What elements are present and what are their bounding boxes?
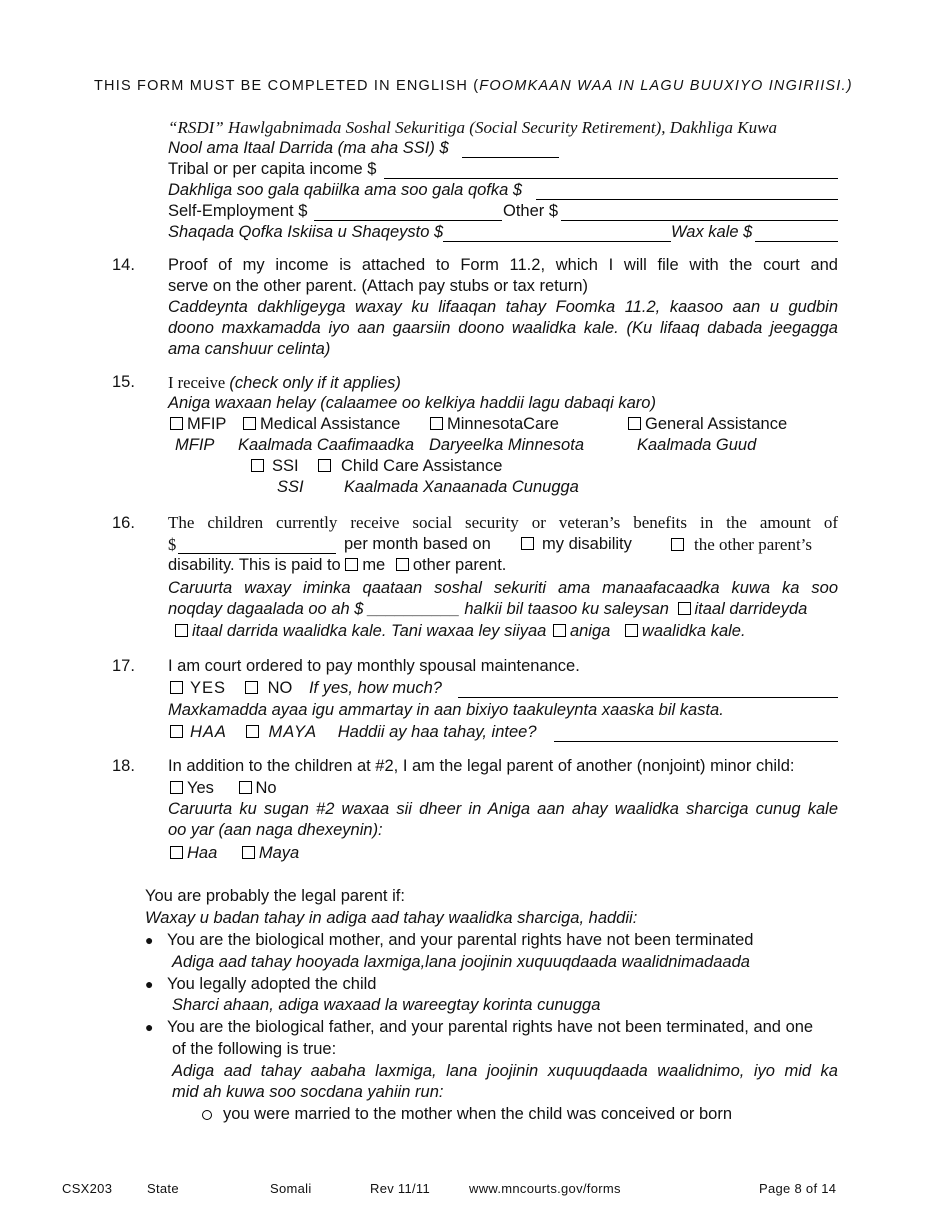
item-17-so-1: Maxkamadda ayaa igu ammartay in aan bixiyo taakuleynta xaaska bil kasta. — [168, 701, 724, 719]
sub-bullet-circle-icon — [202, 1108, 212, 1126]
item-18-number: 18. — [112, 757, 135, 775]
option-general-assistance-so: Kaalmada Guud — [637, 436, 757, 454]
checkbox-icon[interactable] — [430, 417, 443, 430]
item-18-so-1: Caruurta ku sugan #2 waxaa sii dheer in Aniga aan ahay waalidka sharciga cunug kale — [168, 800, 838, 818]
bullet-icon: ● — [145, 932, 154, 948]
so-paid-to-me-option[interactable]: aniga — [553, 622, 610, 640]
rsdi-line-2: Nool ama Itaal Darrida (ma aha SSI) $ — [168, 139, 449, 157]
benefit-amount-field[interactable] — [178, 553, 336, 554]
spousal-amount-field[interactable] — [458, 697, 838, 698]
option-child-care-assistance-so: Kaalmada Xanaanada Cunugga — [344, 478, 579, 496]
item-14-so-2: doono maxkamadda iyo aan gaarsiin doono waalidka kale. (Ku lifaaq dabada jeegagga — [168, 319, 838, 337]
so-other-parent-disability-option[interactable]: itaal darrida waalidka kale. Tani waxaa ley siiyaa — [175, 622, 546, 640]
other-parent-disability-option[interactable]: the other parent’s — [671, 534, 812, 555]
checkbox-icon[interactable] — [553, 624, 566, 637]
tribal-income-field[interactable] — [384, 178, 838, 179]
bullet-3-en-1: You are the biological father, and your parental rights have not been terminated, and one — [167, 1018, 814, 1036]
item-15-so: Aniga waxaan helay (calaamee oo kelkiya haddii lagu dabaqi karo) — [168, 394, 656, 412]
option-child-care-assistance[interactable]: Child Care Assistance — [318, 456, 502, 477]
checkbox-icon[interactable] — [345, 558, 358, 571]
option-medical-assistance[interactable]: Medical Assistance — [243, 414, 400, 435]
item-16-number: 16. — [112, 514, 135, 532]
spousal-yes-option[interactable]: YES — [170, 679, 226, 697]
item-16-so-3 — [175, 621, 746, 642]
self-employment-somali-field[interactable] — [443, 241, 671, 242]
spousal-no-option[interactable]: NO — [245, 679, 293, 697]
item-14-number: 14. — [112, 256, 135, 274]
rsdi-amount-field[interactable] — [462, 157, 559, 158]
checkbox-icon[interactable] — [239, 781, 252, 794]
option-minnesotacare-so: Daryeelka Minnesota — [429, 436, 584, 454]
footer-form-code: CSX203 — [62, 1181, 113, 1196]
item-18-so-yes-no — [170, 843, 299, 864]
checkbox-icon[interactable] — [396, 558, 409, 571]
bullet-2-so: Sharci ahaan, adiga waxaad la wareegtay korinta cunugga — [172, 996, 601, 1014]
so-paid-to-other-option[interactable]: waalidka kale. — [625, 622, 746, 640]
option-ssi-so: SSI — [277, 478, 304, 496]
checkbox-icon[interactable] — [170, 417, 183, 430]
item-17-number: 17. — [112, 657, 135, 675]
legal-parent-intro-so: Waxay u badan tahay in adiga aad tahay waalidka sharciga, haddii: — [145, 909, 638, 927]
spousal-amount-field-so[interactable] — [554, 741, 838, 742]
item-14-en-1: Proof of my income is attached to Form 11.2, which I will file with the court and — [168, 256, 838, 274]
self-employment-somali: Shaqada Qofka Iskiisa u Shaqeysto $ — [168, 223, 444, 241]
checkbox-icon[interactable] — [245, 681, 258, 694]
other-income-label: Other $ — [503, 202, 559, 220]
header-english: THIS FORM MUST BE COMPLETED IN ENGLISH ( — [94, 78, 480, 94]
bullet-2-en: You legally adopted the child — [167, 975, 377, 993]
checkbox-icon[interactable] — [242, 846, 255, 859]
checkbox-icon[interactable] — [251, 459, 264, 472]
nonjoint-yes-option[interactable]: Yes — [170, 779, 214, 797]
rsdi-line-1: “RSDI” Hawlgabnimada Soshal Sekuritiga (Social Security Retirement), Dakhliga Kuwa — [168, 118, 777, 137]
tribal-income-somali-field[interactable] — [536, 199, 838, 200]
item-16-en-2: $ per month based on my disability the other parent’s — [168, 535, 813, 554]
bullet-3-en-2: of the following is true: — [172, 1040, 337, 1058]
nonjoint-maya-option[interactable]: Maya — [242, 844, 299, 862]
sub-bullet-1: you were married to the mother when the child was conceived or born — [223, 1105, 733, 1123]
nonjoint-no-option[interactable]: No — [239, 779, 277, 797]
legal-parent-intro-en: You are probably the legal parent if: — [145, 887, 405, 905]
option-mfip[interactable]: MFIP — [170, 414, 226, 435]
item-18-so-2: oo yar (aan naga dhexeynin): — [168, 821, 383, 839]
item-17-so-yes-no — [170, 722, 537, 743]
other-income-somali-field[interactable] — [755, 241, 838, 242]
paid-to-me-option[interactable]: me — [345, 556, 385, 574]
checkbox-icon[interactable] — [521, 537, 534, 550]
my-disability-option[interactable]: my disability — [521, 534, 632, 555]
spousal-haa-option[interactable]: HAA — [170, 723, 227, 741]
bullet-icon: ● — [145, 976, 154, 992]
footer-page-number: Page 8 of 14 — [759, 1181, 837, 1196]
bullet-3-so-2: mid ah kuwa soo socdana yahiin run: — [172, 1083, 444, 1101]
spousal-maya-option[interactable]: MAYA — [246, 723, 318, 741]
item-17-yes-no — [170, 678, 442, 699]
checkbox-icon[interactable] — [625, 624, 638, 637]
checkbox-icon[interactable] — [246, 725, 259, 738]
item-16-so-1: Caruurta waxay iminka qaataan soshal sekuriti ama manaafacaadka kuwa ka soo — [168, 579, 838, 597]
item-14-so-3: ama canshuur celinta) — [168, 340, 331, 358]
bullet-1-so: Adiga aad tahay hooyada laxmiga,lana joojinin xuquuqdaada waalidnimadaada — [172, 953, 750, 971]
so-my-disability-option[interactable]: itaal darrideyda — [678, 600, 808, 618]
checkbox-icon[interactable] — [175, 624, 188, 637]
checkbox-icon[interactable] — [170, 781, 183, 794]
self-employment-field[interactable] — [314, 220, 502, 221]
item-14-so-1: Caddeynta dakhligeyga waxay ku lifaaqan tahay Foomka 11.2, kaasoo aan u gudbin — [168, 298, 838, 316]
tribal-income-somali: Dakhliga soo gala qabiilka ama soo gala qofka $ — [168, 181, 523, 199]
bullet-3-so-1: Adiga aad tahay aabaha laxmiga, lana joojinin xuquuqdaada waalidnimo, iyo mid ka — [172, 1062, 838, 1080]
nonjoint-haa-option[interactable]: Haa — [170, 844, 217, 862]
checkbox-icon[interactable] — [170, 846, 183, 859]
item-15-note: (check only if it applies) — [229, 374, 401, 392]
footer-url[interactable]: www.mncourts.gov/forms — [469, 1181, 621, 1196]
bullet-1-en: You are the biological mother, and your parental rights have not been terminated — [167, 931, 754, 949]
checkbox-icon[interactable] — [243, 417, 256, 430]
option-minnesotacare[interactable]: MinnesotaCare — [430, 414, 559, 435]
option-mfip-so: MFIP — [175, 436, 215, 454]
item-15-en — [168, 372, 401, 394]
form-header — [94, 78, 853, 94]
item-16-so-2: noqday dagaalada oo ah $ __________ halkii bil taasoo ku saleysan itaal darrideyda — [168, 600, 808, 618]
other-income-somali: Wax kale $ — [671, 223, 753, 241]
option-general-assistance[interactable]: General Assistance — [628, 414, 787, 435]
how-much-label: If yes, how much? — [308, 679, 442, 697]
item-14-en-2: serve on the other parent. (Attach pay stubs or tax return) — [168, 277, 589, 295]
tribal-income-label: Tribal or per capita income $ — [168, 160, 377, 178]
footer-language: Somali — [270, 1181, 312, 1196]
bullet-icon: ● — [145, 1019, 154, 1035]
option-ssi[interactable]: SSI — [251, 456, 299, 477]
item-15-number: 15. — [112, 373, 135, 391]
option-medical-assistance-so: Kaalmada Caafimaadka — [238, 436, 415, 454]
item-18-en-1: In addition to the children at #2, I am the legal parent of another (nonjoint) minor child: — [168, 757, 795, 775]
footer-revision: Rev 11/11 — [370, 1181, 431, 1196]
checkbox-icon[interactable] — [671, 538, 684, 551]
so-how-much-label: Haddii ay haa tahay, intee? — [337, 723, 537, 741]
checkbox-icon[interactable] — [170, 681, 183, 694]
checkbox-icon[interactable] — [318, 459, 331, 472]
checkbox-icon[interactable] — [628, 417, 641, 430]
per-month-text: per month based on — [344, 535, 491, 553]
item-16-en-3: disability. This is paid to me other parent. — [168, 556, 507, 574]
checkbox-icon[interactable] — [170, 725, 183, 738]
paid-to-other-parent-option[interactable]: other parent. — [396, 556, 507, 574]
other-income-field[interactable] — [561, 220, 838, 221]
checkbox-icon[interactable] — [678, 602, 691, 615]
footer-state: State — [147, 1181, 179, 1196]
item-15-lead: I receive — [168, 373, 230, 392]
item-16-en-1: The children currently receive social security or veteran’s benefits in the amount of — [168, 513, 838, 532]
item-18-yes-no — [170, 778, 277, 799]
item-17-en-1: I am court ordered to pay monthly spousal maintenance. — [168, 657, 580, 675]
self-employment-label: Self-Employment $ — [168, 202, 308, 220]
header-somali: FOOMKAAN WAA IN LAGU BUUXIYO INGIRIISI.) — [479, 78, 853, 94]
